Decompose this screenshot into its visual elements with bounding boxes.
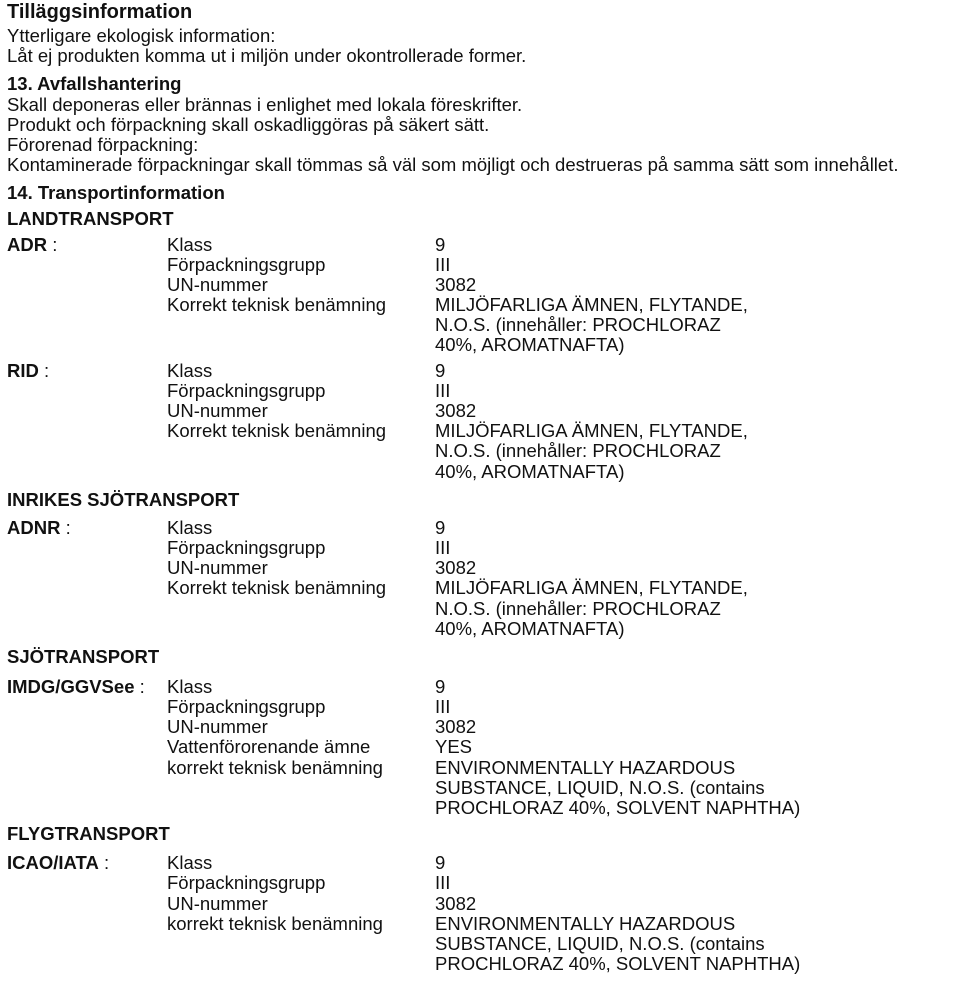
field-key: Förpackningsgrupp <box>167 696 326 718</box>
field-value: 9 <box>435 675 446 697</box>
field-key: Klass <box>167 233 213 255</box>
field-key: Korrekt teknisk benämning <box>167 577 387 599</box>
field-value: SUBSTANCE, LIQUID, N.O.S. (contains <box>435 932 765 954</box>
field-value: 9 <box>435 233 446 255</box>
field-value: 40%, AROMATNAFTA) <box>435 617 625 639</box>
field-value: ENVIRONMENTALLY HAZARDOUS <box>435 756 736 778</box>
field-key: Klass <box>167 852 213 874</box>
field-value: 9 <box>435 359 446 381</box>
field-key: UN-nummer <box>167 557 268 579</box>
subheading-sjotransport: SJÖTRANSPORT <box>7 645 160 667</box>
field-value: N.O.S. (innehåller: PROCHLORAZ <box>435 314 721 336</box>
field-key: Korrekt teknisk benämning <box>167 420 387 442</box>
field-key: Förpackningsgrupp <box>167 379 326 401</box>
field-value: N.O.S. (innehåller: PROCHLORAZ <box>435 440 721 462</box>
field-value: III <box>435 253 451 275</box>
field-value: MILJÖFARLIGA ÄMNEN, FLYTANDE, <box>435 420 748 442</box>
field-key: Klass <box>167 516 213 538</box>
waste-line: Produkt och förpackning skall oskadliggöras på säkert sätt. <box>7 113 490 135</box>
field-key: Förpackningsgrupp <box>167 872 326 894</box>
field-value: YES <box>435 736 473 758</box>
field-value: III <box>435 379 451 401</box>
field-value: III <box>435 696 451 718</box>
field-value: III <box>435 536 451 558</box>
field-value: III <box>435 872 451 894</box>
waste-line: Skall deponeras eller brännas i enlighet med lokala föreskrifter. <box>7 93 523 115</box>
field-key: Klass <box>167 359 213 381</box>
field-key: UN-nummer <box>167 892 268 914</box>
field-value: 3082 <box>435 892 477 914</box>
field-value: 3082 <box>435 557 477 579</box>
transport-block-icao <box>7 853 957 974</box>
field-value: ENVIRONMENTALLY HAZARDOUS <box>435 912 736 934</box>
field-key: UN-nummer <box>167 273 268 295</box>
subheading-landtransport: LANDTRANSPORT <box>7 207 174 229</box>
field-key: UN-nummer <box>167 400 268 421</box>
field-value: SUBSTANCE, LIQUID, N.O.S. (contains <box>435 776 765 798</box>
field-value: 3082 <box>435 716 477 738</box>
field-value: 40%, AROMATNAFTA) <box>435 334 625 356</box>
field-key: UN-nummer <box>167 716 268 738</box>
field-value: 40%, AROMATNAFTA) <box>435 460 625 482</box>
field-key: korrekt teknisk benämning <box>167 756 383 778</box>
field-value: 9 <box>435 852 446 874</box>
subheading-flygtransport: FLYGTRANSPORT <box>7 823 170 845</box>
transport-block-imdg <box>7 677 957 818</box>
mode-label-adnr: ADNR : <box>7 516 71 538</box>
transport-block-rid <box>7 361 957 482</box>
field-value: MILJÖFARLIGA ÄMNEN, FLYTANDE, <box>435 577 748 599</box>
section-title-waste: 13. Avfallshantering <box>7 73 182 95</box>
waste-line: Kontaminerade förpackningar skall tömmas så väl som möjligt och destrueras på samma sätt som innehållet. <box>7 154 899 176</box>
mode-label-imdg: IMDG/GGVSee : <box>7 675 145 697</box>
field-key: korrekt teknisk benämning <box>167 912 383 934</box>
subheading-inrikes-sjotransport: INRIKES SJÖTRANSPORT <box>7 488 240 510</box>
eco-info-label: Ytterligare ekologisk information: <box>7 25 276 46</box>
section-title-tillaggsinformation: Tilläggsinformation <box>7 1 193 23</box>
field-key: Korrekt teknisk benämning <box>167 294 387 316</box>
field-value: N.O.S. (innehåller: PROCHLORAZ <box>435 597 721 619</box>
field-value: 9 <box>435 516 446 538</box>
field-value: MILJÖFARLIGA ÄMNEN, FLYTANDE, <box>435 294 748 316</box>
mode-label-icao: ICAO/IATA : <box>7 852 110 874</box>
field-key: Klass <box>167 675 213 697</box>
eco-info-text: Låt ej produkten komma ut i miljön under okontrollerade former. <box>7 45 527 67</box>
transport-block-adnr <box>7 518 957 639</box>
section-title-transport: 14. Transportinformation <box>7 182 225 204</box>
field-key: Vattenförorenande ämne <box>167 736 371 758</box>
field-key: Förpackningsgrupp <box>167 536 326 558</box>
field-value: PROCHLORAZ 40%, SOLVENT NAPHTHA) <box>435 953 801 975</box>
field-value: 3082 <box>435 273 477 295</box>
waste-line: Förorenad förpackning: <box>7 133 199 155</box>
transport-block-adr <box>7 235 957 356</box>
mode-label-adr: ADR : <box>7 233 58 255</box>
mode-label-rid: RID : <box>7 359 50 381</box>
field-value: 3082 <box>435 400 477 421</box>
field-value: PROCHLORAZ 40%, SOLVENT NAPHTHA) <box>435 797 801 818</box>
document-page <box>7 0 957 974</box>
field-key: Förpackningsgrupp <box>167 253 326 275</box>
